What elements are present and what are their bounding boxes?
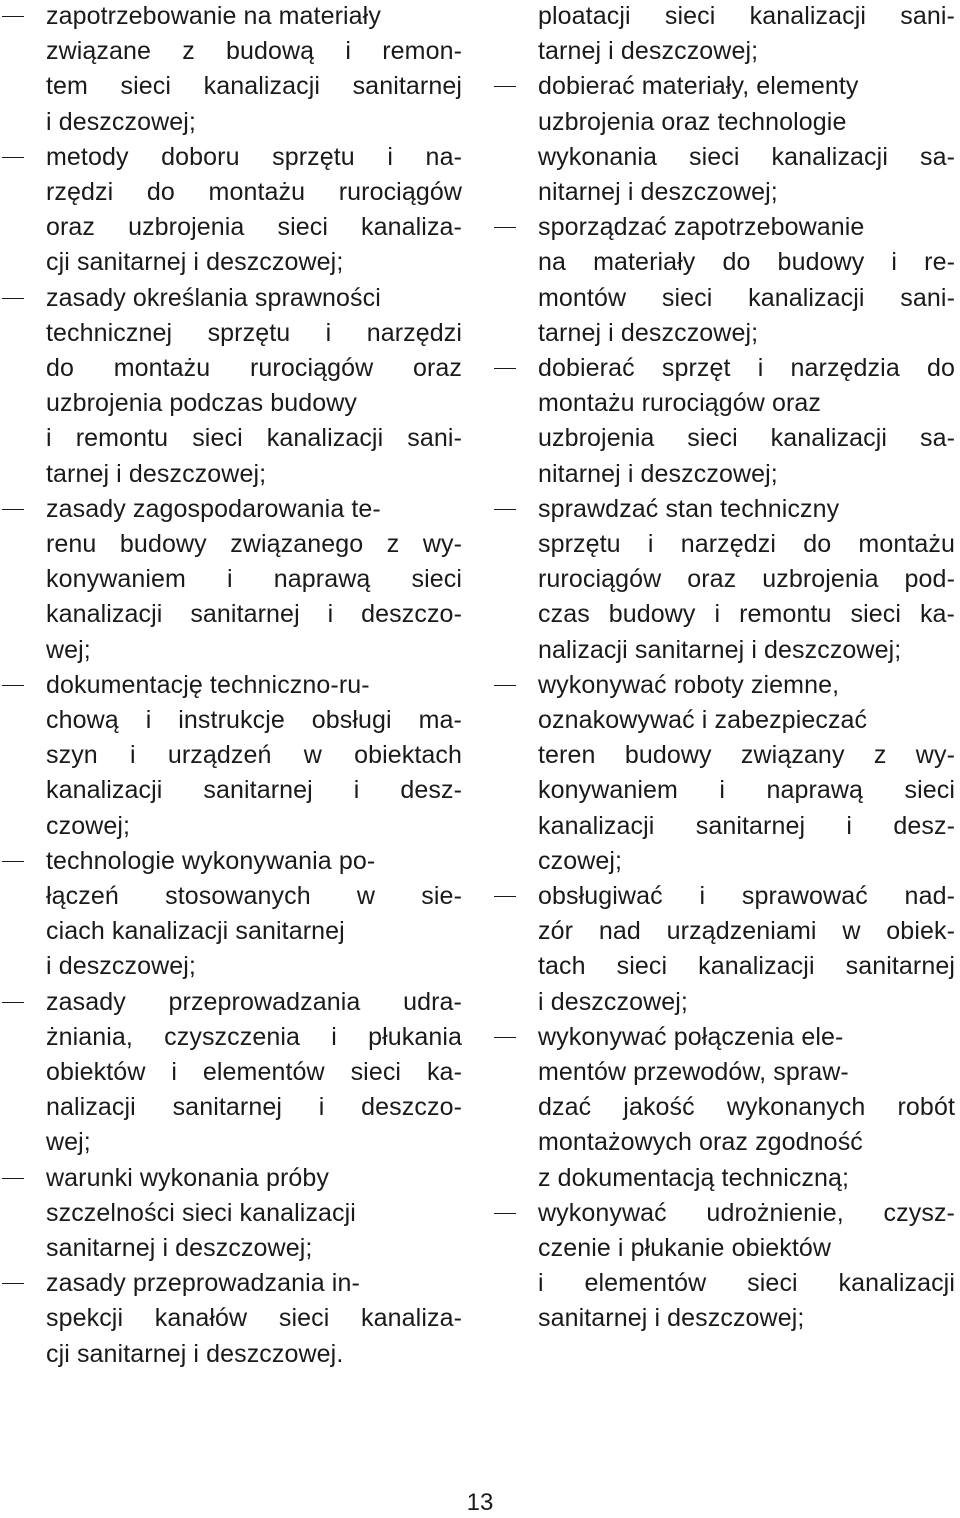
text-line [492, 386, 955, 421]
text-line [0, 879, 462, 914]
line-text: oraz uzbrojenia sieci kanaliza- [46, 213, 462, 242]
line-text: konywaniem i naprawą sieci [538, 776, 955, 805]
text-line [0, 351, 462, 386]
text-line [492, 34, 955, 69]
text-line [492, 1055, 955, 1090]
text-line [492, 562, 955, 597]
line-text: i remontu sieci kanalizacji sani- [46, 424, 462, 453]
line-text: nitarnej i deszczowej; [538, 178, 778, 206]
text-line [492, 1125, 955, 1160]
list-item-start-line [0, 668, 462, 703]
text-line [0, 210, 462, 245]
text-line [492, 949, 955, 984]
line-text: cji sanitarnej i deszczowej. [46, 1339, 344, 1368]
line-text: chową i instrukcje obsługi ma- [46, 706, 462, 734]
list-item-start-line [492, 879, 955, 914]
text-line [492, 914, 955, 949]
page-number: 13 [466, 1489, 494, 1516]
text-line [492, 1161, 955, 1196]
dash-bullet-icon [2, 16, 24, 17]
line-text: ploatacji sieci kanalizacji sani- [538, 2, 955, 30]
text-line [492, 773, 955, 808]
text-line [0, 1090, 462, 1125]
line-text: czenie i płukanie obiektów [538, 1234, 832, 1262]
line-text: łączeń stosowanych w sie- [46, 882, 462, 910]
line-text: dobierać materiały, elementy [538, 72, 859, 101]
line-text: sanitarnej i deszczowej; [46, 1234, 313, 1262]
line-text: nitarnej i deszczowej; [538, 459, 778, 488]
text-line [0, 386, 462, 421]
text-line [0, 175, 462, 210]
line-text: sprzętu i narzędzi do montażu [538, 530, 955, 558]
line-text: obiektów i elementów sieci ka- [46, 1058, 462, 1086]
line-text: zasady zagospodarowania te- [46, 494, 381, 523]
line-text: tarnej i deszczowej; [538, 37, 759, 66]
list-item-start-line [0, 985, 462, 1020]
dash-bullet-icon [494, 86, 516, 87]
line-text: technologie wykonywania po- [46, 846, 376, 875]
line-text: teren budowy związany z wy- [538, 741, 955, 770]
list-item-start-line [0, 140, 462, 175]
text-line [0, 105, 462, 140]
line-text: technicznej sprzętu i narzędzi [46, 318, 462, 347]
text-line [492, 1090, 955, 1125]
line-text: sanitarnej i deszczowej; [538, 1304, 805, 1333]
list-item-start-line [0, 844, 462, 879]
list-item-start-line [492, 69, 955, 104]
list-item-start-line [492, 492, 955, 527]
text-line [0, 809, 462, 844]
line-text: montażu rurociągów oraz [538, 389, 821, 418]
line-text: obsługiwać i sprawować nad- [538, 882, 955, 910]
dash-bullet-icon [494, 368, 516, 369]
list-item-start-line [0, 1266, 462, 1301]
dash-bullet-icon [2, 685, 24, 686]
line-text: i deszczowej; [46, 107, 196, 136]
dash-bullet-icon [494, 896, 516, 897]
line-text: dobierać sprzęt i narzędzia do [538, 354, 955, 382]
line-text: oznakowywać i zabezpieczać [538, 706, 868, 734]
line-text: czas budowy i remontu sieci ka- [538, 600, 955, 629]
line-text: cji sanitarnej i deszczowej; [46, 248, 344, 277]
text-line [0, 245, 462, 280]
list-item-start-line [492, 668, 955, 703]
text-line [0, 1055, 462, 1090]
line-text: montażowych oraz zgodność [538, 1128, 863, 1157]
text-line [0, 562, 462, 597]
line-text: z dokumentacją techniczną; [538, 1163, 850, 1192]
line-text: zapotrzebowanie na materiały [46, 2, 381, 30]
line-text: żniania, czyszczenia i płukania [46, 1022, 462, 1051]
dash-bullet-icon [494, 227, 516, 228]
line-text: warunki wykonania próby [46, 1163, 330, 1192]
text-line [492, 316, 955, 351]
text-line [492, 105, 955, 140]
text-line [0, 1337, 462, 1372]
line-text: renu budowy związanego z wy- [46, 530, 462, 558]
line-text: wykonywać połączenia ele- [538, 1022, 844, 1051]
list-item-start-line [492, 210, 955, 245]
text-line [492, 738, 955, 773]
text-line [0, 1301, 462, 1336]
line-text: tarnej i deszczowej; [46, 459, 267, 488]
text-line [0, 773, 462, 808]
line-text: kanalizacji sanitarnej i desz- [46, 776, 462, 805]
line-text: związane z budową i remon- [46, 37, 462, 66]
line-text: wykonywać roboty ziemne, [538, 670, 840, 699]
text-line [0, 703, 462, 738]
dash-bullet-icon [2, 157, 24, 158]
line-text: na materiały do budowy i re- [538, 248, 955, 277]
text-line [492, 985, 955, 1020]
list-item-start-line [0, 0, 462, 34]
text-line [492, 527, 955, 562]
line-text: tarnej i deszczowej; [538, 318, 759, 347]
line-text: wykonania sieci kanalizacji sa- [538, 142, 955, 171]
list-item-start-line [0, 1161, 462, 1196]
list-item-start-line [0, 281, 462, 316]
text-line [492, 1266, 955, 1301]
line-text: uzbrojenia oraz technologie [538, 107, 847, 136]
dash-bullet-icon [2, 1283, 24, 1284]
list-item-start-line [0, 492, 462, 527]
dash-bullet-icon [2, 509, 24, 510]
text-line [0, 738, 462, 773]
dash-bullet-icon [2, 298, 24, 299]
line-text: nalizacji sanitarnej i deszczo- [46, 1093, 462, 1122]
line-text: wej; [46, 1128, 91, 1157]
line-text: tach sieci kanalizacji sanitarnej [538, 952, 955, 981]
text-line [0, 1020, 462, 1055]
dash-bullet-icon [494, 685, 516, 686]
line-text: zór nad urządzeniami w obiek- [538, 917, 955, 946]
line-text: sporządzać zapotrzebowanie [538, 213, 865, 242]
list-item-start-line [492, 1196, 955, 1231]
line-text: rurociągów oraz uzbrojenia pod- [538, 565, 955, 594]
text-line [0, 633, 462, 668]
line-text: spekcji kanałów sieci kanaliza- [46, 1304, 462, 1333]
line-text: i deszczowej; [46, 952, 196, 981]
line-text: zasady przeprowadzania udra- [46, 987, 462, 1016]
list-item-start-line [492, 1020, 955, 1055]
dash-bullet-icon [494, 1213, 516, 1214]
line-text: ciach kanalizacji sanitarnej [46, 917, 345, 946]
text-line [0, 1231, 462, 1266]
text-line [0, 597, 462, 632]
text-line [0, 527, 462, 562]
text-line [0, 1125, 462, 1160]
dash-bullet-icon [494, 1037, 516, 1038]
text-line [492, 457, 955, 492]
text-line [492, 245, 955, 280]
line-text: dzać jakość wykonanych robót [538, 1093, 955, 1122]
text-line [0, 949, 462, 984]
line-text: szczelności sieci kanalizacji [46, 1198, 356, 1227]
line-text: zasady określania sprawności [46, 283, 381, 312]
text-line [492, 0, 955, 34]
text-line [0, 914, 462, 949]
text-line [492, 703, 955, 738]
line-text: i elementów sieci kanalizacji [538, 1269, 955, 1298]
text-line [492, 175, 955, 210]
dash-bullet-icon [2, 1178, 24, 1179]
line-text: tem sieci kanalizacji sanitarnej [46, 72, 462, 101]
line-text: wej; [46, 635, 91, 664]
text-line [0, 421, 462, 456]
line-text: mentów przewodów, spraw- [538, 1058, 849, 1086]
line-text: do montażu rurociągów oraz [46, 354, 462, 382]
text-line [492, 281, 955, 316]
line-text: zasady przeprowadzania in- [46, 1269, 360, 1298]
text-line [0, 316, 462, 351]
list-item-start-line [492, 351, 955, 386]
text-line [492, 421, 955, 456]
line-text: sprawdzać stan techniczny [538, 494, 840, 523]
dash-bullet-icon [2, 1002, 24, 1003]
text-line [0, 34, 462, 69]
line-text: konywaniem i naprawą sieci [46, 565, 462, 594]
line-text: czowej; [46, 811, 131, 840]
line-text: uzbrojenia podczas budowy [46, 389, 358, 418]
text-line [492, 1231, 955, 1266]
line-text: szyn i urządzeń w obiektach [46, 741, 462, 770]
text-line [492, 844, 955, 879]
line-text: montów sieci kanalizacji sani- [538, 283, 955, 312]
line-text: rzędzi do montażu rurociągów [46, 178, 462, 206]
text-line [492, 809, 955, 844]
text-line [492, 1301, 955, 1336]
dash-bullet-icon [2, 861, 24, 862]
line-text: metody doboru sprzętu i na- [46, 142, 462, 171]
line-text: nalizacji sanitarnej i deszczowej; [538, 635, 902, 664]
line-text: uzbrojenia sieci kanalizacji sa- [538, 424, 955, 453]
text-line [492, 633, 955, 668]
dash-bullet-icon [494, 509, 516, 510]
text-line [492, 140, 955, 175]
text-line [0, 457, 462, 492]
line-text: dokumentację techniczno-ru- [46, 670, 370, 699]
line-text: kanalizacji sanitarnej i deszczo- [46, 600, 462, 629]
line-text: kanalizacji sanitarnej i desz- [538, 811, 955, 840]
text-line [0, 69, 462, 104]
text-line [0, 1196, 462, 1231]
line-text: czowej; [538, 846, 623, 875]
text-line [492, 597, 955, 632]
line-text: wykonywać udrożnienie, czysz- [538, 1198, 955, 1227]
line-text: i deszczowej; [538, 987, 688, 1016]
